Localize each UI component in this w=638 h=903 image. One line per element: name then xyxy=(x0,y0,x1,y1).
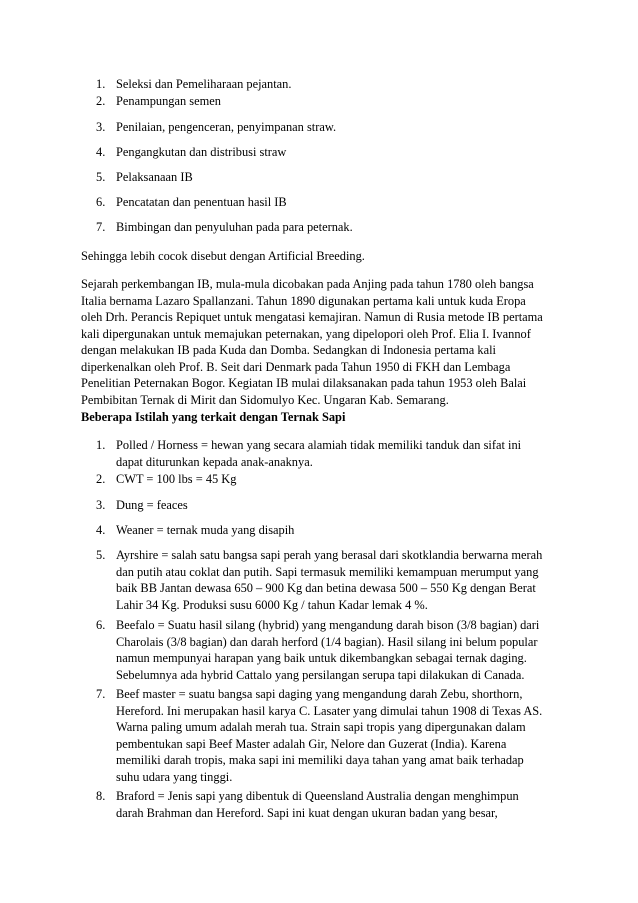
list-text xyxy=(116,219,566,236)
list-text xyxy=(116,76,566,93)
text-line: namun mempunyai harapan yang baik untuk dikembangkan sebagai ternak daging. xyxy=(116,651,527,665)
list-number: 4. xyxy=(96,145,106,159)
text-line: Charolais (3/8 bagian) dan darah herford (1/4 bagian). Hasil silang ini belum popular xyxy=(116,634,538,649)
text-line: diperkenalkan oleh Prof. B. Seit dari Denmark pada Tahun 1950 di FKH dan Lembaga xyxy=(81,359,511,374)
paragraph xyxy=(81,276,571,408)
text-line: oleh Drh. Perancis Repiquet untuk mengatasi kemajiran. Namun di Rusia metode IB pertama xyxy=(81,310,543,324)
list-number: 6. xyxy=(96,195,106,209)
list-text xyxy=(116,437,566,470)
text-line: Sebelumnya ada hybrid Cattalo yang persilangan serupa tapi dilakukan di Canada. xyxy=(116,667,525,682)
list-number: 7. xyxy=(96,220,106,234)
list-number: 8. xyxy=(96,789,106,803)
text-line: Warna paling umum adalah merah tua. Strain sapi tropis yang dipergunakan dalam xyxy=(116,720,526,734)
list-number: 1. xyxy=(96,77,106,91)
text-line: baik BB Jantan dewasa 650 – 900 Kg dan betina dewasa 500 – 550 Kg dengan Berat xyxy=(116,581,536,595)
text-line: Bimbingan dan penyuluhan pada para peternak. xyxy=(116,220,353,234)
text-line: suhu udara yang tinggi. xyxy=(116,769,233,784)
text-line: Penampungan semen xyxy=(116,94,221,108)
text-line: Pembibitan Ternak di Mirit dan Sidomulyo Kec. Ungaran Kab. Semarang. xyxy=(81,392,449,407)
text-line: Pencatatan dan penentuan hasil IB xyxy=(116,195,287,209)
list-number: 2. xyxy=(96,94,106,108)
list-number: 1. xyxy=(96,438,106,452)
text-line: Hereford. Ini merupakan hasil karya C. Lasater yang dimulai tahun 1908 di Texas AS. xyxy=(116,703,543,718)
list-number: 5. xyxy=(96,548,106,562)
text-line: Sehingga lebih cocok disebut dengan Artificial Breeding. xyxy=(81,249,365,263)
text-line: Braford = Jenis sapi yang dibentuk di Queensland Australia dengan menghimpun xyxy=(116,789,519,803)
list-number: 2. xyxy=(96,472,106,486)
text-line: Penelitian Peternakan Bogor. Kegiatan IB mulai dilaksanakan pada tahun 1953 oleh Balai xyxy=(81,376,527,390)
text-line: Pelaksanaan IB xyxy=(116,170,193,184)
list-text xyxy=(116,522,566,539)
list-number: 3. xyxy=(96,120,106,134)
list-text xyxy=(116,169,566,186)
list-number: 4. xyxy=(96,523,106,537)
text-line: Penilaian, pengenceran, penyimpanan straw. xyxy=(116,120,337,134)
text-line: Pengangkutan dan distribusi straw xyxy=(116,145,287,159)
text-line: Polled / Horness = hewan yang secara alamiah tidak memiliki tanduk dan sifat ini xyxy=(116,438,522,452)
list-number: 6. xyxy=(96,618,106,632)
list-number: 3. xyxy=(96,498,106,512)
text-line: Ayrshire = salah satu bangsa sapi perah yang berasal dari skotklandia berwarna merah xyxy=(116,548,543,562)
text-line: dengan melakukan IB pada Kuda dan Domba. Sedangkan di Indonesia pertama kali xyxy=(81,343,496,357)
text-line: Dung = feaces xyxy=(116,498,188,512)
text-line: Beefalo = Suatu hasil silang (hybrid) yang mengandung darah bison (3/8 bagian) dari xyxy=(116,618,540,632)
text-line: darah Brahman dan Hereford. Sapi ini kuat dengan ukuran badan yang besar, xyxy=(116,805,498,820)
section-heading: Beberapa Istilah yang terkait dengan Ternak Sapi xyxy=(81,410,346,424)
text-line: pembentukan sapi Beef Master adalah Gir, Nelore dan Guzerat (India). Karena xyxy=(116,736,507,751)
list-number: 7. xyxy=(96,687,106,701)
text-line: memiliki darah tropis, maka sapi ini memiliki daya tahan yang amat baik terhadap xyxy=(116,753,524,767)
list-text xyxy=(116,788,566,821)
list-text xyxy=(116,471,566,488)
list-text xyxy=(116,686,566,785)
list-number: 5. xyxy=(96,170,106,184)
list-text xyxy=(116,119,566,136)
text-line: Italia bernama Lazaro Spallanzani. Tahun 1890 digunakan pertama kali untuk kuda Eropa xyxy=(81,293,526,308)
list-text xyxy=(116,547,566,613)
text-line: Lahir 34 Kg. Produksi susu 6000 Kg / tahun Kadar lemak 4 %. xyxy=(116,597,428,612)
paragraph xyxy=(81,248,571,265)
text-line: dapat diturunkan kepada anak-anaknya. xyxy=(116,454,313,469)
text-line: dan putih atau coklat dan putih. Sapi termasuk memiliki kemampuan merumput yang xyxy=(116,564,539,579)
text-line: Beef master = suatu bangsa sapi daging yang mengandung darah Zebu, shorthorn, xyxy=(116,687,523,701)
text-line: Sejarah perkembangan IB, mula-mula dicobakan pada Anjing pada tahun 1780 oleh bangsa xyxy=(81,277,534,291)
text-line: Weaner = ternak muda yang disapih xyxy=(116,523,295,537)
list-text xyxy=(116,194,566,211)
list-text xyxy=(116,497,566,514)
list-text xyxy=(116,93,566,110)
list-text xyxy=(116,617,566,683)
text-line: CWT = 100 lbs = 45 Kg xyxy=(116,472,237,486)
list-text xyxy=(116,144,566,161)
text-line: kali dipergunakan untuk memajukan peternakan, yang dipelopori oleh Prof. Elia I. Ivannof xyxy=(81,326,531,341)
text-line: Seleksi dan Pemeliharaan pejantan. xyxy=(116,77,292,91)
